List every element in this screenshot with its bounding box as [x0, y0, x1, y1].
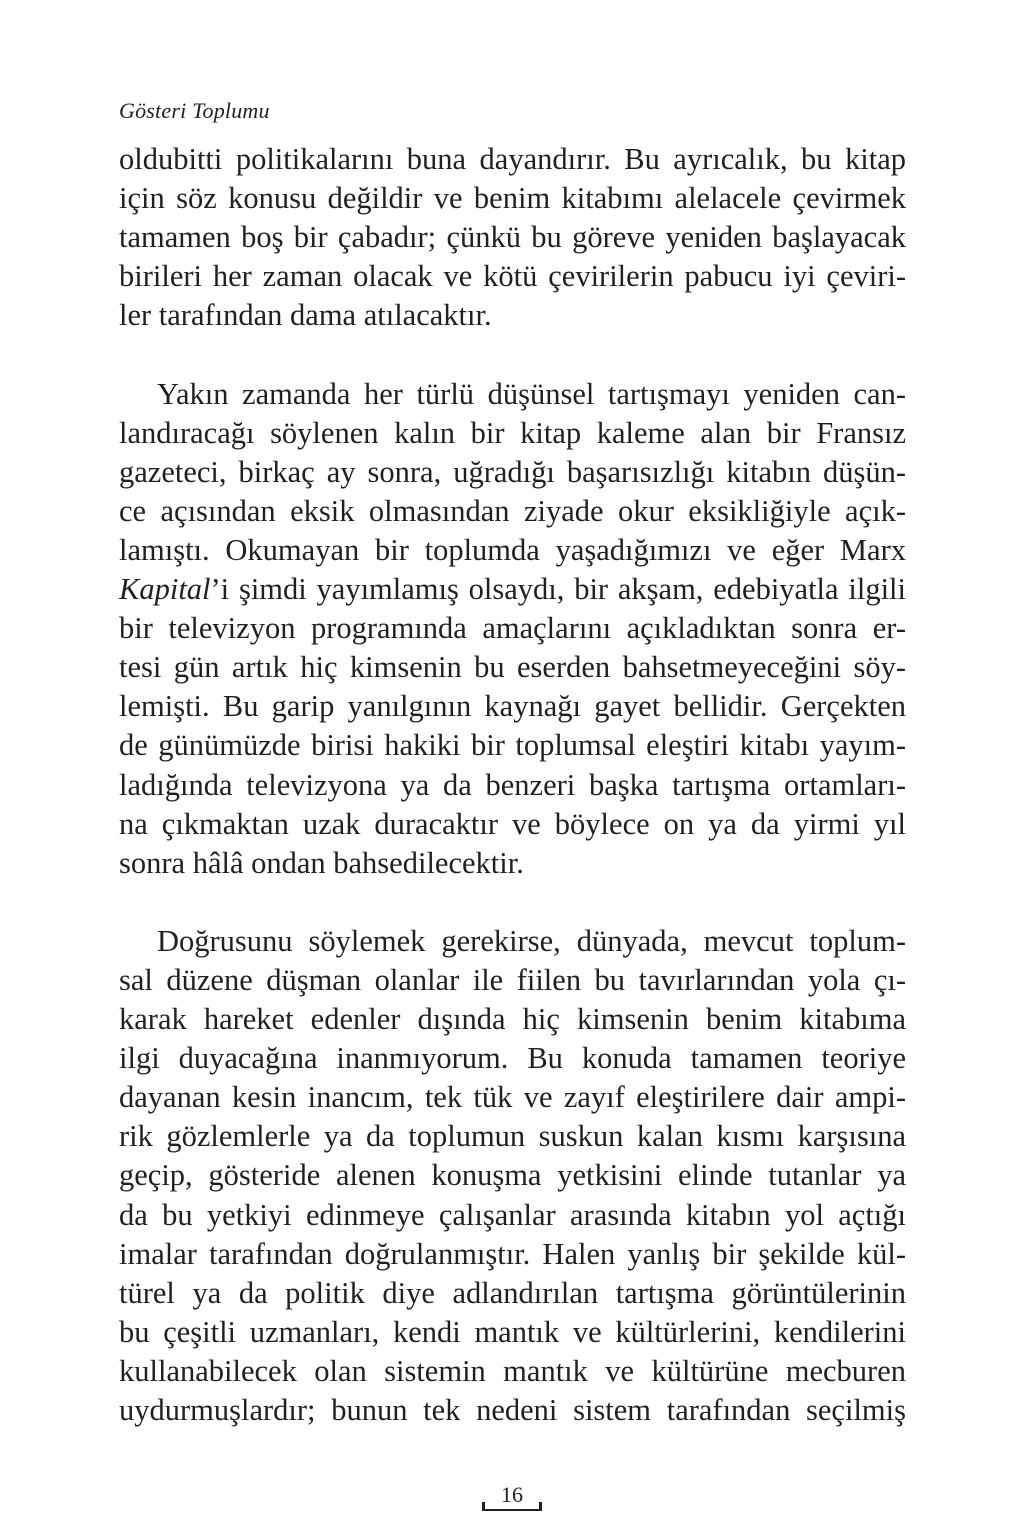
text-line: sal düzene düşman olanlar ile fiilen bu tavırlarından yola çı- — [119, 962, 906, 997]
paragraph-spacer — [119, 335, 906, 374]
text-line: da bu yetkiyi edinmeye çalışanlar arasında kitabın yol açtığı — [119, 1197, 906, 1232]
text-line: lemişti. Bu garip yanılgının kaynağı gayet bellidir. Gerçekten — [119, 689, 906, 724]
text-line: oldubitti politikalarını buna dayandırır. Bu ayrıcalık, bu kitap — [119, 142, 906, 176]
text-line: imalar tarafından doğrulanmıştır. Halen yanlış bir şekilde kül- — [119, 1236, 906, 1271]
page-number-tick-left — [482, 1502, 485, 1511]
running-header: Gösteri Toplumu — [119, 98, 270, 123]
page-number: 16 — [501, 1482, 523, 1507]
text-line: uydurmuşlardır; bunun tek nedeni sistem tarafından seçilmiş — [119, 1393, 906, 1427]
text-line: bir televizyon programında amaçlarını açıkladıktan sonra er- — [119, 611, 906, 646]
text-line-with-italic: Kapital’i şimdi yayımlamış olsaydı, bir akşam, edebiyatla ilgili — [119, 572, 906, 607]
text-line: bu çeşitli uzmanları, kendi mantık ve kültürlerini, kendilerini — [119, 1314, 906, 1349]
text-line: tesi gün artık hiç kimsenin bu eserden bahsetmeyeceğini söy- — [119, 650, 906, 685]
text-line: dayanan kesin inancım, tek tük ve zayıf eleştirilere dair ampi- — [119, 1080, 906, 1115]
text-line: tamamen boş bir çabadır; çünkü bu göreve yeniden başlayacak — [119, 220, 906, 255]
text-line: sonra hâlâ ondan bahsedilecektir. — [119, 845, 524, 880]
text-line: ilgi duyacağına inanmıyorum. Bu konuda tamamen teoriye — [119, 1041, 906, 1076]
text-line: kullanabilecek olan sistemin mantık ve kültürüne mecburen — [119, 1353, 906, 1388]
text-line: birileri her zaman olacak ve kötü çevirilerin pabucu iyi çeviri- — [119, 259, 906, 294]
page-number-block — [478, 1482, 546, 1512]
page-number-rule — [482, 1509, 542, 1511]
text-line: için söz konusu değildir ve benim kitabımı alelacele çevirmek — [119, 181, 906, 216]
text-line: türel ya da politik diye adlandırılan tartışma görüntülerinin — [119, 1275, 906, 1310]
paragraph — [119, 375, 906, 883]
text-line: landıracağı söylenen kalın bir kitap kaleme alan bir Fransız — [119, 415, 906, 450]
text-line: rik gözlemlerle ya da toplumun suskun kalan kısmı karşısına — [119, 1119, 906, 1154]
page-number-tick-right — [539, 1502, 542, 1511]
text-line: de günümüzde birisi hakiki bir toplumsal eleştiri kitabı yayım- — [119, 728, 906, 763]
text-line: Yakın zamanda her türlü düşünsel tartışmayı yeniden can- — [157, 376, 906, 411]
text-line: na çıkmaktan uzak duracaktır ve böylece on ya da yirmi yıl — [119, 806, 906, 841]
text-line: ler tarafından dama atılacaktır. — [119, 298, 492, 333]
paragraph — [119, 922, 906, 1430]
text-line: geçip, gösteride alenen konuşma yetkisini elinde tutanlar ya — [119, 1158, 906, 1193]
body-text — [119, 140, 906, 1430]
paragraph-spacer — [119, 883, 906, 922]
text-line: gazeteci, birkaç ay sonra, uğradığı başarısızlığı kitabın düşün- — [119, 454, 906, 489]
text-line: karak hareket edenler dışında hiç kimsenin benim kitabıma — [119, 1002, 906, 1037]
text-line: ladığında televizyona ya da benzeri başka tartışma ortamları- — [119, 767, 906, 802]
text-line: ce açısından eksik olmasından ziyade okur eksikliğiyle açık- — [119, 493, 906, 528]
book-title-italic: Kapital — [119, 572, 211, 607]
paragraph — [119, 140, 906, 335]
text-line: Doğrusunu söylemek gerekirse, dünyada, mevcut toplum- — [157, 923, 906, 958]
text-line: lamıştı. Okumayan bir toplumda yaşadığımızı ve eğer Marx — [119, 532, 906, 567]
